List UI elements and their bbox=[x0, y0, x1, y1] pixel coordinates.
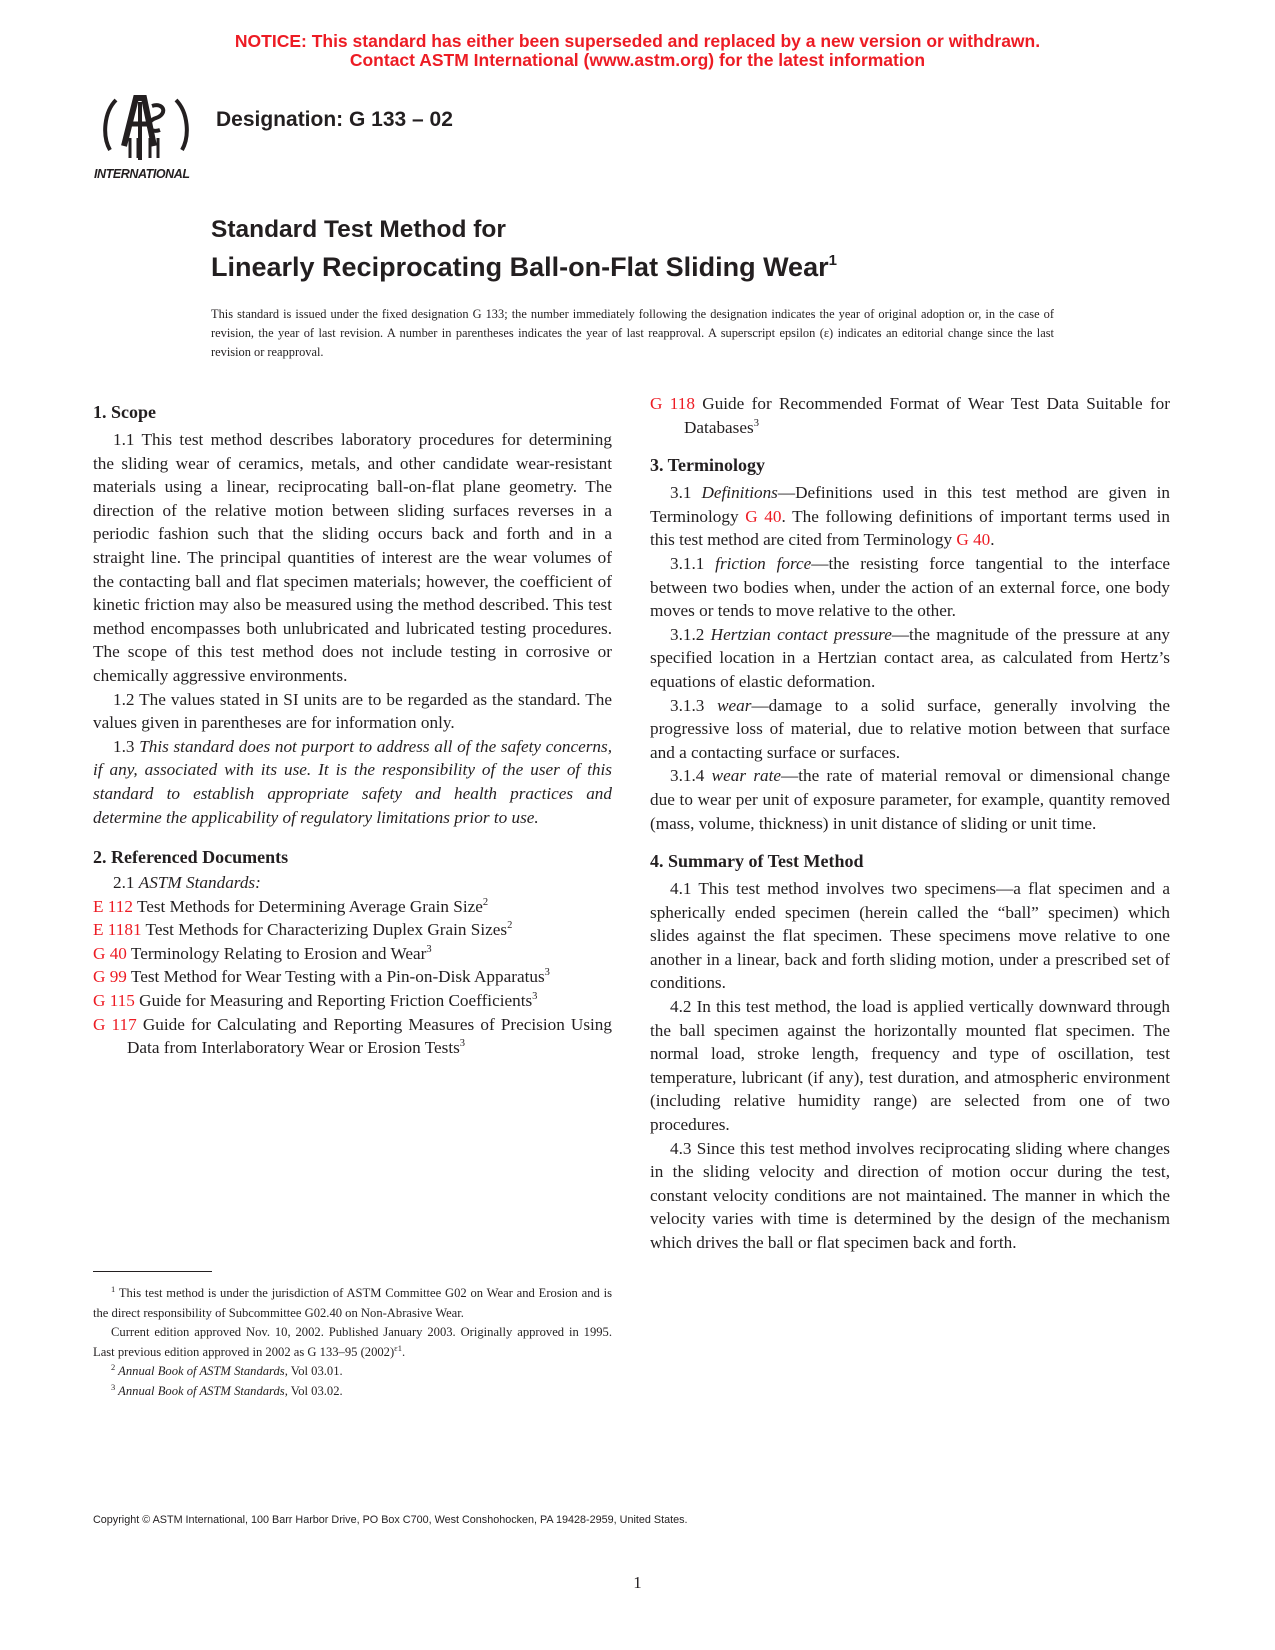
section-heading-summary: 4. Summary of Test Method bbox=[650, 851, 864, 872]
copyright-notice: Copyright © ASTM International, 100 Barr Harbor Drive, PO Box C700, West Conshohocken, PA 19428-2959, United States. bbox=[93, 1514, 688, 1526]
ref-e112 bbox=[93, 895, 612, 919]
withdrawal-notice bbox=[0, 32, 1275, 70]
footnote-mark: 2 bbox=[111, 1362, 116, 1373]
paragraph-1-2: 1.2 The values stated in SI units are to be regarded as the standard. The values given in parentheses are for information only. bbox=[93, 689, 612, 733]
ref-footnote-mark: 3 bbox=[753, 417, 759, 429]
ref-link-g40[interactable]: G 40 bbox=[745, 506, 782, 526]
definition-friction-force bbox=[650, 552, 1170, 623]
designation: Designation: G 133 – 02 bbox=[216, 108, 453, 131]
ref-title: Test Method for Wear Testing with a Pin-on-Disk Apparatus bbox=[126, 967, 545, 987]
astm-logo bbox=[94, 92, 198, 184]
ref-link-g40[interactable]: G 40 bbox=[956, 530, 991, 550]
footnote-book-title: Annual Book of ASTM Standards bbox=[115, 1383, 285, 1398]
footnote-2 bbox=[93, 1362, 612, 1382]
footnote-text: Current edition approved Nov. 10, 2002. Published January 2003. Originally approved in 1995. Last previous edition approved in 2002 as G 133–95 (2002) bbox=[93, 1325, 612, 1359]
section-heading-terminology: 3. Terminology bbox=[650, 455, 766, 476]
notice-line-1: NOTICE: This standard has either been superseded and replaced by a new version or withdrawn. bbox=[234, 31, 1041, 51]
paragraph-4-1: 4.1 This test method involves two specimens—a flat specimen and a spherically ended specimen (herein called the “ball” specimen) which slides against the flat specimen. These specimens move relative to one another in a linear, back and forth sliding motion, under a prescribed set of conditions. bbox=[650, 879, 1170, 993]
footnote-mark: 1 bbox=[111, 1284, 116, 1294]
paragraph-3-1 bbox=[650, 481, 1170, 552]
ref-title: Guide for Calculating and Reporting Measures of Precision Using Data from Interlaboratory Wear or Erosion Tests bbox=[127, 1014, 612, 1058]
document-title bbox=[211, 214, 837, 283]
title-main: Linearly Reciprocating Ball-on-Flat Sliding Wear bbox=[211, 252, 829, 282]
footnote-mark: 3 bbox=[111, 1381, 116, 1392]
ref-e1181 bbox=[93, 918, 612, 942]
title-line-2 bbox=[211, 245, 837, 283]
ref-footnote-mark: 3 bbox=[459, 1038, 466, 1050]
definition-text: —damage to a solid surface, generally involving the progressive loss of material, due to relative motion between that surface and a contacting surface or surfaces. bbox=[650, 695, 1171, 762]
issued-note: This standard is issued under the fixed designation G 133; the number immediately following the designation indicates the year of original adoption or, in the case of revision, the year of last revision. A number in parentheses indicates the year of last reapproval. A superscript epsilon (ε) indicates an editorial change since the last revision or reapproval. bbox=[211, 307, 1054, 359]
title-line-1: Standard Test Method for bbox=[211, 216, 506, 243]
ref-link[interactable]: G 115 bbox=[93, 991, 135, 1011]
footnote-text: , Vol 03.02. bbox=[284, 1383, 343, 1398]
ref-link[interactable]: G 99 bbox=[93, 967, 127, 987]
ref-footnote-mark: 3 bbox=[544, 967, 550, 979]
ref-g99 bbox=[93, 965, 612, 989]
right-column bbox=[650, 392, 1170, 1255]
footnote-book-title: Annual Book of ASTM Standards bbox=[115, 1364, 285, 1379]
definition-term: friction force bbox=[715, 553, 812, 573]
definition-wear bbox=[650, 694, 1170, 765]
ref-title: Guide for Measuring and Reporting Friction Coefficients bbox=[134, 991, 533, 1011]
paragraph-4-2: 4.2 In this test method, the load is applied vertically downward through the ball specimen against the horizontally mounted flat specimen. The normal load, stroke length, frequency and type of oscillation, test temperature, lubricant (if any), test duration, and atmospheric environment (including relative humidity range) are selected from one of two procedures. bbox=[650, 997, 1170, 1135]
logo-wordmark: INTERNATIONAL bbox=[94, 167, 190, 181]
ref-link[interactable]: E 112 bbox=[93, 896, 133, 916]
definition-text: —the resisting force tangential to the interface between two bodies when, under the action of an external force, one body moves or tends to move relative to the other. bbox=[650, 553, 1170, 621]
footnote-text: , Vol 03.01. bbox=[284, 1364, 343, 1379]
footnote-divider bbox=[93, 1271, 212, 1272]
ref-g40 bbox=[93, 942, 612, 966]
footnote-3 bbox=[93, 1382, 612, 1402]
definition-term: Hertzian contact pressure bbox=[710, 624, 892, 644]
section-heading-scope: 1. Scope bbox=[93, 402, 156, 422]
definition-term: wear bbox=[717, 695, 752, 715]
definition-wear-rate bbox=[650, 764, 1170, 835]
astm-standards-intro bbox=[93, 871, 612, 895]
ref-title: Test Methods for Determining Average Grain Size bbox=[132, 896, 483, 916]
paragraph-1-1: 1.1 This test method describes laboratory procedures for determining the sliding wear of ceramics, metals, and other candidate wear-resistant materials using a linear, reciprocating ball-on-flat plane geometry. The direction of the relative motion between sliding surfaces reverses in a periodic fashion such that the sliding occurs back and forth and in a straight line. The principal quantities of interest are the wear volumes of the contacting ball and flat specimen materials; however, the coefficient of kinetic friction may also be measured using the method described. This test method encompasses both unlubricated and lubricated testing procedures. The scope of this test method does not include testing in corrosive or chemically aggressive environments. bbox=[93, 430, 612, 685]
definition-hertzian-pressure bbox=[650, 623, 1170, 694]
footnote-1-continued bbox=[93, 1323, 612, 1362]
notice-line-2: Contact ASTM International (www.astm.org) for the latest information bbox=[349, 50, 926, 70]
definition-number: 3.1.2 bbox=[670, 624, 711, 644]
paragraph-3-1-text-c: . bbox=[990, 530, 995, 550]
safety-statement: This standard does not purport to address all of the safety concerns, if any, associated with its use. It is the responsibility of the user of this standard to establish appropriate safety and health practices and determine the applicability of regulatory limitations prior to use. bbox=[93, 736, 613, 827]
ref-footnote-mark: 2 bbox=[482, 896, 489, 908]
ref-footnote-mark: 2 bbox=[507, 920, 513, 932]
ref-footnote-mark: 3 bbox=[532, 991, 538, 1003]
intro-number: 2.1 bbox=[113, 873, 139, 893]
section-heading-referenced: 2. Referenced Documents bbox=[93, 847, 289, 868]
ref-title: Guide for Recommended Format of Wear Test Data Suitable for Databases bbox=[684, 394, 1170, 437]
definition-number: 3.1.4 bbox=[670, 766, 712, 786]
paragraph-3-1-text-a: —Definitions used in this test method are given in Terminology bbox=[650, 483, 1171, 526]
ref-link[interactable]: G 118 bbox=[650, 394, 695, 413]
footnotes bbox=[93, 1284, 612, 1402]
paragraph-3-1-text-b: . The following definitions of important terms used in this test method are cited from Terminology bbox=[650, 506, 1170, 550]
ref-title: Test Methods for Characterizing Duplex Grain Sizes bbox=[141, 920, 508, 940]
ref-g118 bbox=[650, 392, 1170, 439]
ref-title: Terminology Relating to Erosion and Wear bbox=[126, 943, 427, 963]
footnote-text: This test method is under the jurisdiction of ASTM Committee G02 on Wear and Erosion and is the direct responsibility of Subcommittee G02.40 on Non-Abrasive Wear. bbox=[93, 1286, 612, 1320]
paragraph-4-3: 4.3 Since this test method involves reciprocating sliding where changes in the sliding velocity and direction of motion occur during the test, constant velocity conditions are not maintained. The manner in which the velocity varies with time is determined by the design of the mechanism which drives the ball or flat specimen back and forth. bbox=[650, 1138, 1170, 1252]
definition-number: 3.1.1 bbox=[670, 553, 716, 573]
ref-link[interactable]: G 40 bbox=[93, 943, 127, 963]
definition-text: —the rate of material removal or dimensional change due to wear per unit of exposure parameter, for example, quantity removed (mass, volume, thickness) in unit distance of sliding or unit time. bbox=[650, 766, 1170, 833]
definition-text: —the magnitude of the pressure at any specified location in a Hertzian contact area, as calculated from Hertz’s equations of elastic deformation. bbox=[650, 624, 1171, 691]
ref-g115 bbox=[93, 989, 612, 1013]
paragraph-1-3 bbox=[93, 735, 612, 829]
paragraph-3-1-number: 3.1 bbox=[670, 483, 702, 503]
paragraph-1-3-number: 1.3 bbox=[113, 736, 140, 756]
definition-term: wear rate bbox=[711, 766, 782, 786]
ref-footnote-mark: 3 bbox=[426, 943, 432, 955]
term-definitions: Definitions bbox=[701, 483, 778, 503]
footnote-1 bbox=[93, 1284, 612, 1323]
ref-g117 bbox=[93, 1013, 612, 1060]
definition-number: 3.1.3 bbox=[670, 695, 718, 715]
footnote-text-end: . bbox=[401, 1344, 406, 1359]
intro-label: ASTM Standards: bbox=[138, 873, 261, 893]
title-footnote-mark: 1 bbox=[828, 252, 837, 269]
left-column bbox=[93, 400, 612, 1060]
epsilon-mark: ε1 bbox=[394, 1342, 402, 1353]
page-number: 1 bbox=[633, 1573, 642, 1592]
ref-link[interactable]: G 117 bbox=[93, 1014, 137, 1034]
ref-link[interactable]: E 1181 bbox=[93, 920, 142, 940]
